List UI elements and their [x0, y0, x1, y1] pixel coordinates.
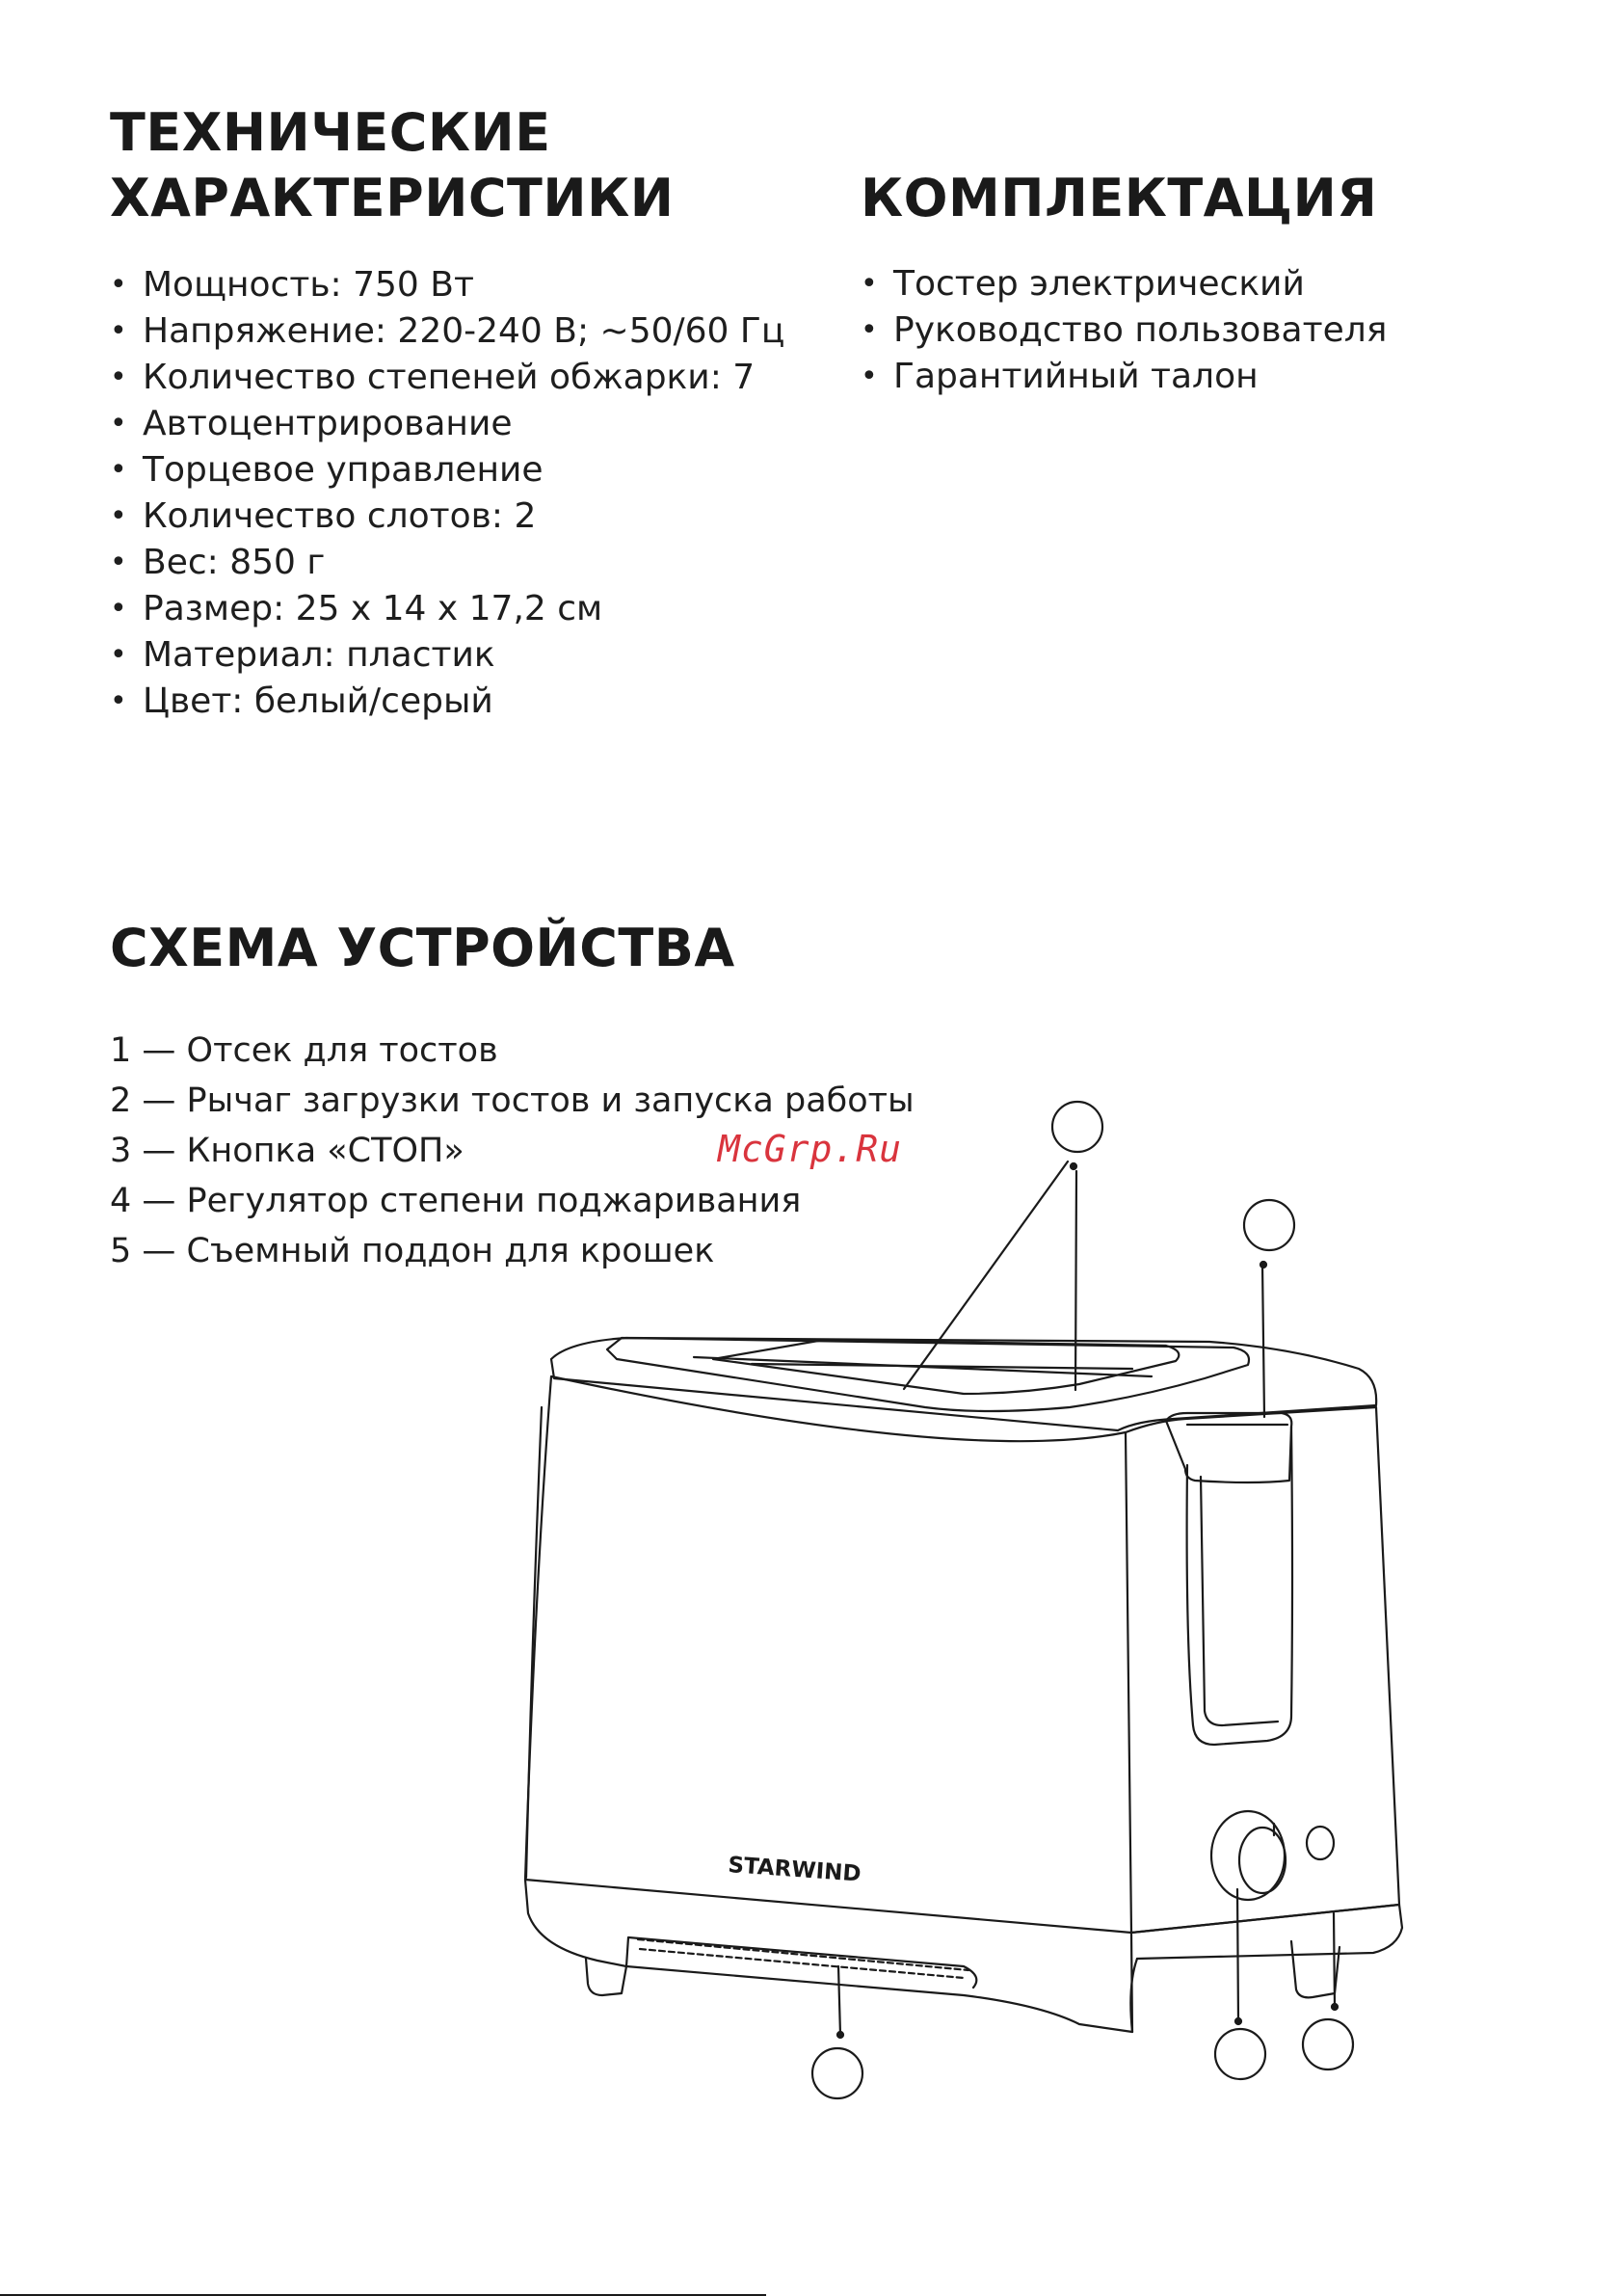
toaster-front [525, 1376, 1131, 1933]
brand-logo: STARWIND [727, 1853, 862, 1887]
list-item: • Руководство пользователя [861, 307, 1387, 354]
list-item: • Торцевое управление [110, 447, 784, 494]
callout-circle-1 [1052, 1102, 1102, 1152]
callout-circle-5 [812, 2048, 862, 2098]
toaster-top [551, 1338, 1376, 1430]
toaster-side [1126, 1407, 1399, 1933]
stop-button [1307, 1827, 1334, 1859]
callout-line-3 [1334, 1913, 1335, 2007]
crumb-tray [626, 1937, 976, 1988]
list-item: • Тостер электрический [861, 261, 1387, 307]
list-item: • Мощность: 750 Вт [110, 262, 784, 308]
list-item: • Количество слотов: 2 [110, 494, 784, 540]
toast-slot-outer [607, 1338, 1249, 1411]
callout-circle-2 [1244, 1200, 1294, 1250]
toast-lever [1166, 1413, 1291, 1482]
list-item: • Материал: пластик [110, 632, 784, 679]
callout-line-2 [1262, 1265, 1264, 1417]
list-item: • Вес: 850 г [110, 540, 784, 586]
specs-title-line2: ХАРАКТЕРИСТИКИ [110, 168, 675, 228]
list-item: 5 — Съемный поддон для крошек [110, 1232, 715, 1270]
watermark: McGrp.Ru [718, 1128, 903, 1170]
scheme-title-text: СХЕМА УСТРОЙСТВА [110, 918, 735, 978]
list-item: • Автоцентрирование [110, 401, 784, 447]
right-foot [1291, 1941, 1339, 1997]
callout-line-4 [1237, 1889, 1238, 2021]
list-item: • Размер: 25 х 14 х 17,2 см [110, 586, 784, 632]
callout-circle-4 [1215, 2029, 1265, 2079]
list-item: 1 — Отсек для тостов [110, 1031, 498, 1070]
package-title-text: КОМПЛЕКТАЦИЯ [861, 168, 1378, 228]
specs-title-line1: ТЕХНИЧЕСКИЕ [110, 102, 551, 163]
list-item: 2 — Рычаг загрузки тостов и запуска работы [110, 1081, 915, 1120]
callout-line-1 [904, 1161, 1068, 1389]
list-item: • Количество степеней обжарки: 7 [110, 355, 784, 401]
callout-line-5 [838, 1966, 840, 2035]
list-item: • Напряжение: 220-240 В; ~50/60 Гц [110, 308, 784, 355]
list-item: • Гарантийный талон [861, 354, 1387, 400]
list-item: 3 — Кнопка «СТОП» [110, 1132, 464, 1170]
callout-circle-3 [1303, 2019, 1353, 2069]
list-item: • Цвет: белый/серый [110, 679, 784, 725]
list-item: 4 — Регулятор степени поджаривания [110, 1182, 802, 1220]
